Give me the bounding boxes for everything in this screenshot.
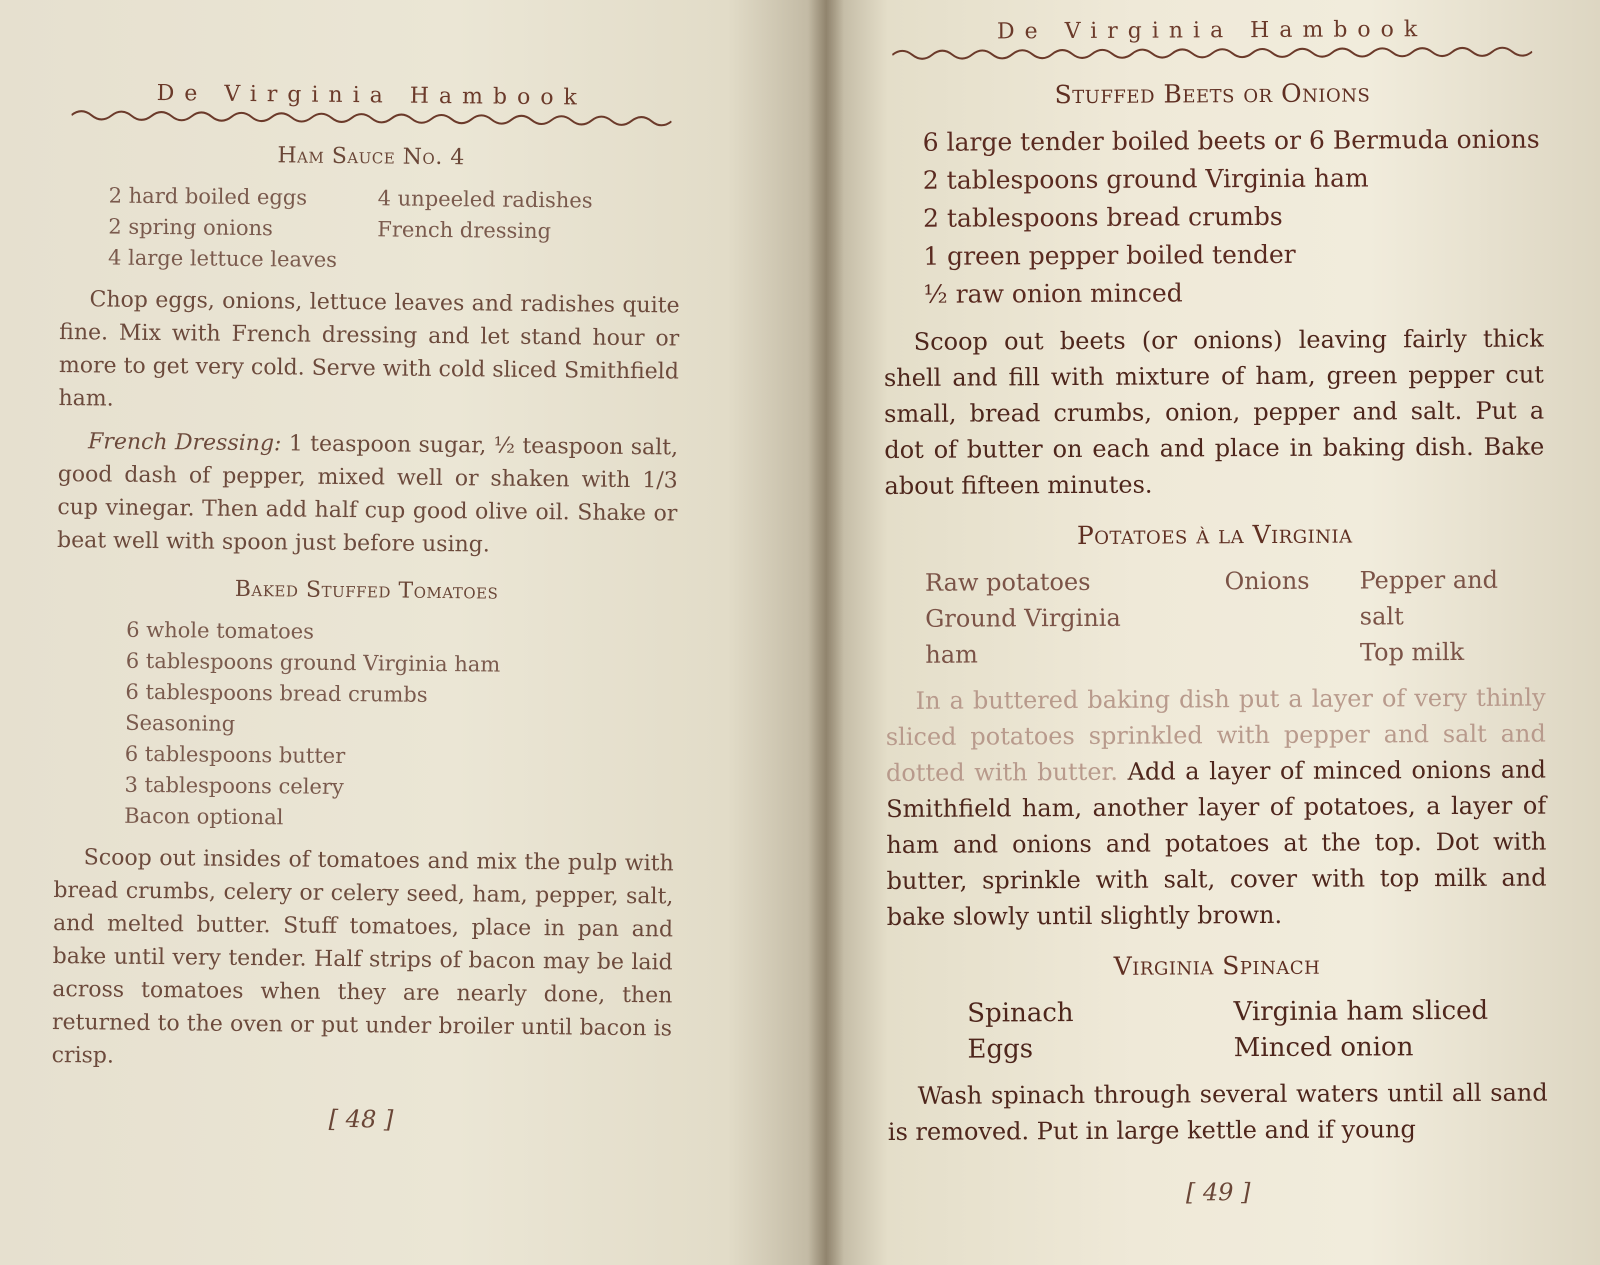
french-dressing-label: French Dressing:: [87, 429, 282, 457]
potatoes-ingredients: [925, 562, 1546, 673]
ingredient: Spinach: [967, 998, 1074, 1029]
ingredient: Seasoning: [125, 710, 236, 736]
tomato-ingredients: [124, 615, 676, 838]
french-dressing-text: 1 teaspoon sugar, ½ teaspoon salt, good dash of pepper, mixed well or shaken with 1/3 cup vinegar. Then add half cup good olive oil. Shake or beat well with spoon just before using.: [56, 431, 679, 558]
ingredient: Onions: [1224, 566, 1310, 596]
right-page: [826, 0, 1600, 1265]
page-number-right: [ 49 ]: [1185, 1178, 1251, 1207]
ingredient: Ground Virginia ham: [925, 603, 1121, 669]
directions-text: Add a layer of minced onions and Smithfield ham, another layer of potatoes, a layer of ham and onions and potatoes at the top. Dot with butter, sprinkle with salt, cover with top milk and bake slowly until slightly brown.: [886, 755, 1547, 931]
recipe-title-potatoes-virginia: Potatoes à la Virginia: [1076, 519, 1353, 550]
french-dressing-paragraph: [57, 425, 678, 563]
ingredient: 1 green pepper boiled tender: [923, 239, 1296, 271]
recipe-title-virginia-spinach: Virginia Spinach: [1113, 950, 1321, 981]
ingredient: 4 unpeeled radishes: [377, 186, 593, 213]
ingredient: 2 tablespoons bread crumbs: [923, 201, 1283, 233]
ingredient: ½ raw onion minced: [923, 278, 1183, 309]
ingredient: Eggs: [967, 1034, 1034, 1065]
ham-sauce-directions: Chop eggs, onions, lettuce leaves and radishes quite fine. Mix with French dressing and let stand hour or more to get very cold. Serve with cold sliced Smithfield ham.: [58, 287, 680, 412]
tomato-directions: Scoop out insides of tomatoes and mix the pulp with bread crumbs, celery or celery seed, ham, pepper, salt, and melted butter. Stuff tomatoes, place in pan and bake until very tender. Half strips of bacon may be laid across tomatoes when they are nearly done, then returned to the oven or put under broiler until bacon is crisp.: [51, 845, 674, 1069]
ingredient: 2 tablespoons ground Virginia ham: [922, 163, 1369, 195]
spinach-directions: Wash spinach through several waters until all sand is removed. Put in large kettle and if young: [887, 1078, 1548, 1146]
ingredient: 3 tablespoons celery: [124, 772, 344, 799]
left-running-head: De Virginia Hambook: [156, 80, 587, 111]
ingredient: Top milk: [1359, 637, 1465, 667]
ingredient: 6 tablespoons butter: [124, 741, 346, 769]
ingredient: 6 tablespoons ground Virginia ham: [125, 648, 501, 677]
ingredient: 2 hard boiled eggs: [108, 183, 308, 210]
ingredient: 6 large tender boiled beets or 6 Bermuda onions: [922, 124, 1540, 157]
ingredient: French dressing: [377, 217, 552, 244]
potatoes-directions: [886, 680, 1547, 935]
right-running-head: De Virginia Hambook: [996, 17, 1428, 45]
ingredient: Raw potatoes: [924, 567, 1091, 597]
ingredient: 2 spring onions: [108, 214, 273, 241]
recipe-title-ham-sauce: Ham Sauce No. 4: [277, 143, 465, 171]
book-gutter: [808, 0, 844, 1265]
page-number-left: [ 48 ]: [328, 1104, 394, 1134]
ingredient: 6 tablespoons bread crumbs: [125, 679, 428, 707]
ham-sauce-ingredients: [108, 180, 681, 279]
ingredient: Minced onion: [1233, 1032, 1414, 1064]
recipe-title-baked-stuffed-tomatoes: Baked Stuffed Tomatoes: [234, 576, 499, 605]
faded-text: In a buttered baking dish put a layer of very thinly sliced potatoes sprinkled with pepper and salt and dotted with butter.: [885, 683, 1546, 787]
ingredient: Virginia ham sliced: [1233, 995, 1489, 1028]
ornamental-wave-rule: [892, 44, 1532, 63]
spinach-ingredients: [967, 993, 1547, 1068]
beets-ingredients: [923, 121, 1544, 314]
recipe-title-stuffed-beets: Stuffed Beets or Onions: [1054, 78, 1371, 110]
ingredient: 6 whole tomatoes: [126, 617, 315, 644]
ingredient: Bacon optional: [124, 803, 284, 830]
ingredient: 4 large lettuce leaves: [107, 245, 338, 272]
beets-directions: Scoop out beets (or onions) leaving fairly thick shell and fill with mixture of ham, green pepper cut small, bread crumbs, onion, pepper and salt. Put a dot of butter on each and place in baking dish. Bake about fifteen minutes.: [883, 324, 1545, 500]
ingredient: Pepper and salt: [1359, 565, 1499, 631]
